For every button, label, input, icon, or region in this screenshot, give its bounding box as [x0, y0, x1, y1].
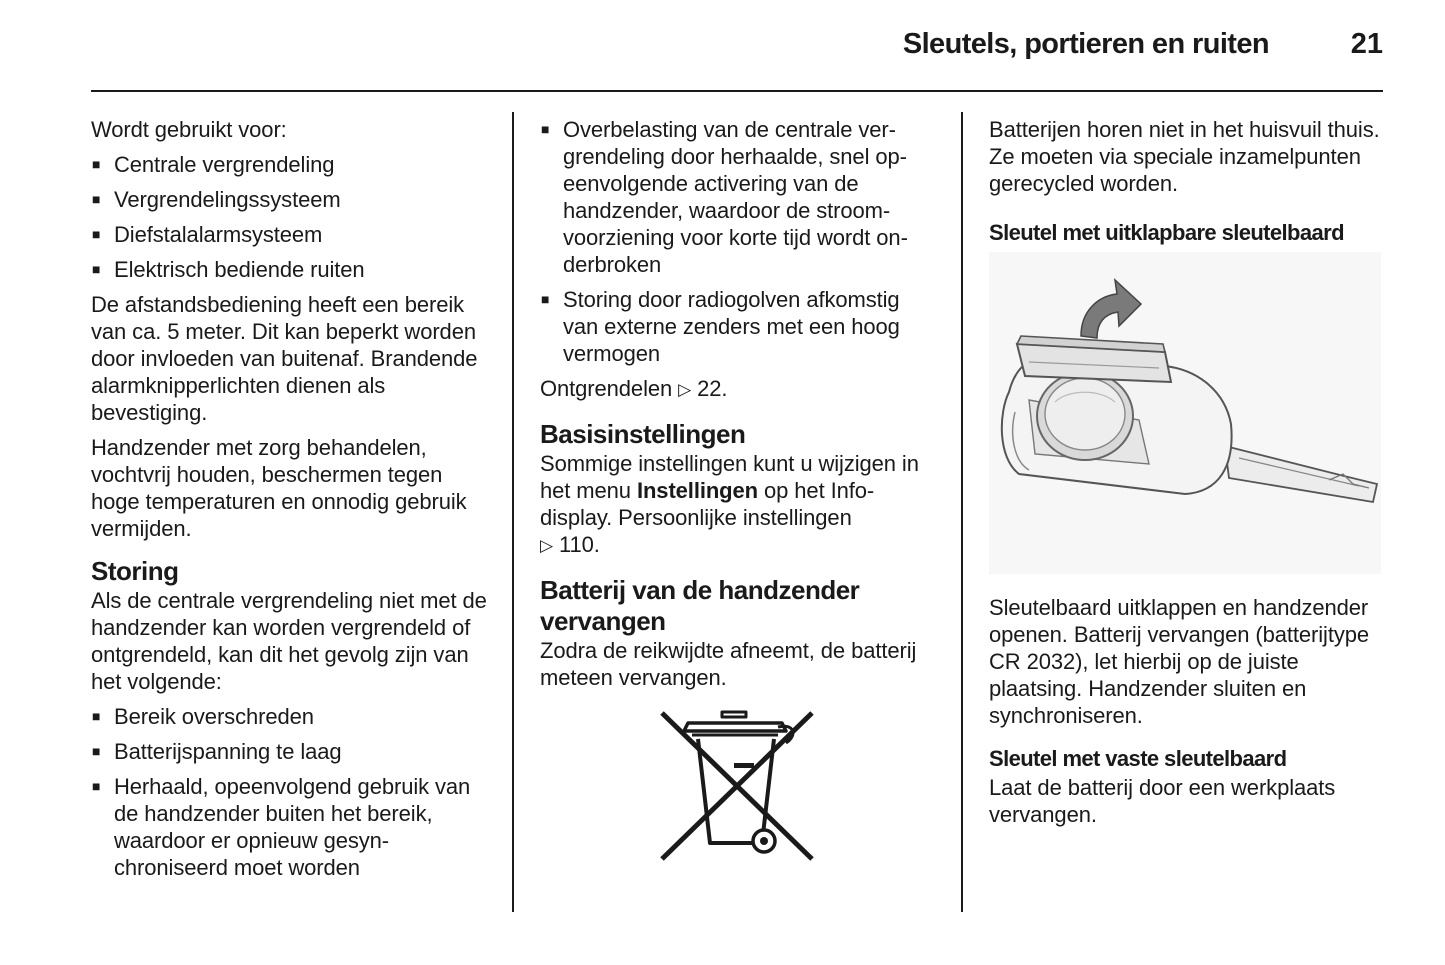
disposal-paragraph: Batterijen horen niet in het huisvuil thuis. Ze moeten via speciale inzamelpunten gerecycled worden. [989, 117, 1380, 196]
battery-paragraph: Zodra de reikwijdte afneemt, de batterij meteen vervangen. [540, 638, 917, 690]
page-reference-arrow-icon: ▷ [540, 536, 553, 555]
range-paragraph: De afstandsbediening heeft een bereik van ca. 5 meter. Dit kan beperkt worden door invloeden van buitenaf. Brandende alarmknipperlichten dienen als bevestiging. [91, 292, 478, 425]
basic-page-ref[interactable]: 110. [559, 532, 600, 557]
unlock-page-ref[interactable]: 22. [697, 376, 728, 401]
unlock-label: Ontgrendelen [540, 376, 673, 401]
list-item: ■ Centrale vergrendeling [91, 151, 491, 178]
fault-list [91, 703, 491, 881]
care-paragraph: Handzender met zorg behandelen, vochtvrij houden, beschermen tegen hoge temperaturen en onnodig gebruik vermijden. [91, 435, 467, 541]
unlock-reference [540, 375, 940, 403]
fault-paragraph: Als de centrale vergrendeling niet met de handzender kan worden vergrendeld of ontgrendeld, kan dit het gevolg zijn van het volgende: [91, 588, 487, 694]
fault-heading: Storing [91, 556, 179, 586]
basic-text-end: op het Info-display. Persoonlijke instellingen [540, 478, 875, 530]
battery-heading: Batterij van de handzender vervangen [540, 575, 860, 636]
list-item: ■ Batterijspanning te laag [91, 738, 491, 765]
folding-key-battery-illustration [989, 252, 1381, 574]
list-item: ■ Diefstalalarmsysteem [91, 221, 491, 248]
folding-key-heading: Sleutel met uitklapbare sleutelbaard [989, 220, 1344, 245]
column-2 [540, 116, 940, 861]
basic-text-start: Sommige instellingen kunt u wijzigen in het menu [540, 451, 919, 503]
crossed-out-wheelie-bin-icon [658, 709, 816, 861]
page-reference-arrow-icon: ▷ [678, 380, 692, 399]
basic-settings-heading: Basisinstellingen [540, 419, 746, 449]
header-rule [91, 90, 1383, 92]
list-item: ■ Overbelasting van de centrale vergrendeling door herhaalde, snel opeenvolgende activering van de handzender, waardoor de stroomvoorziening voor korte tijd wordt onderbroken [540, 116, 940, 278]
column-3 [989, 116, 1385, 836]
folding-key-paragraph: Sleutelbaard uitklappen en handzender openen. Batterij vervangen (batterijtype CR 2032), let hierbij op de juiste plaatsing. Handzender sluiten en synchroniseren. [989, 595, 1370, 728]
fixed-key-heading: Sleutel met vaste sleutelbaard [989, 746, 1287, 771]
column-1 [91, 116, 491, 889]
uses-intro: Wordt gebruikt voor: [91, 117, 287, 142]
list-item: ■ Bereik overschreden [91, 703, 491, 730]
fixed-key-paragraph: Laat de batterij door een werkplaats vervangen. [989, 775, 1336, 827]
basic-settings-paragraph [540, 450, 940, 559]
column-divider-1 [512, 112, 514, 912]
fault-list-continued [540, 116, 940, 367]
list-item: ■ Vergrendelingssysteem [91, 186, 491, 213]
column-divider-2 [961, 112, 963, 912]
list-item: ■ Elektrisch bediende ruiten [91, 256, 491, 283]
uses-list [91, 151, 491, 283]
list-item: ■ Storing door radiogolven afkomstig van externe zenders met een hoog vermogen [540, 286, 940, 367]
settings-menu-name: Instellingen [636, 478, 758, 503]
list-item: ■ Herhaald, opeenvolgend gebruik van de handzender buiten het bereik, waardoor er opnieuw gesynchroniseerd moet worden [91, 773, 491, 881]
page-number: 21 [1350, 28, 1383, 60]
header-title: Sleutels, portieren en ruiten [902, 28, 1269, 60]
